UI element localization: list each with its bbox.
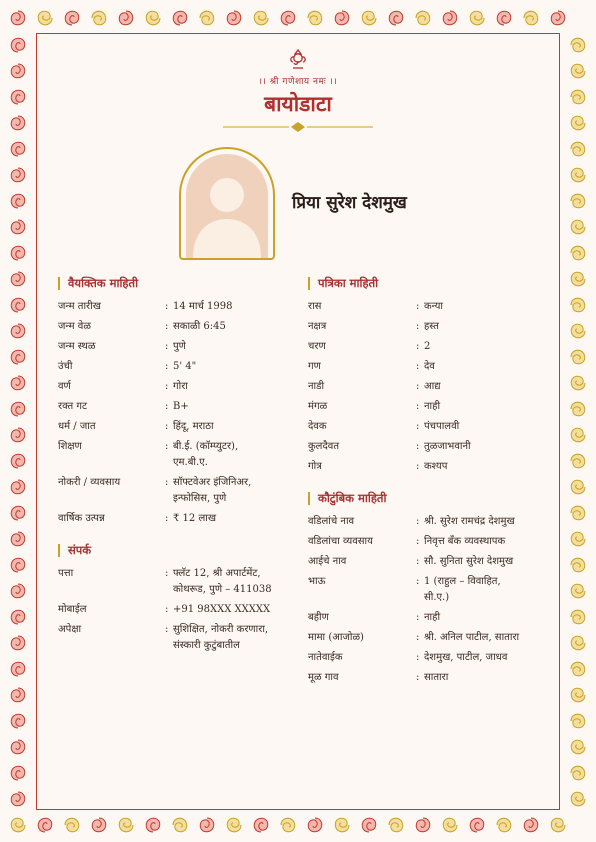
paisley-motif xyxy=(200,818,213,832)
ornamental-divider xyxy=(223,122,373,132)
field-value: पुणे xyxy=(173,341,186,352)
paisley-motif xyxy=(11,376,24,390)
field-value: 14 मार्च 1998 xyxy=(173,301,233,312)
field-separator: : xyxy=(416,576,420,587)
field-value: सातारा xyxy=(424,672,449,683)
paisley-motif xyxy=(38,11,52,24)
field-value: पंचपालवी xyxy=(424,421,460,432)
field-label: चरण xyxy=(308,341,326,352)
paisley-motif xyxy=(335,11,348,25)
field-value: 1 (राहुल – विवाहित, xyxy=(424,576,501,587)
field-label: वर्ण xyxy=(58,381,71,392)
paisley-motif xyxy=(227,11,240,25)
field-label: मंगळ xyxy=(308,401,328,412)
field-separator: : xyxy=(165,604,169,615)
paisley-motif xyxy=(65,11,78,25)
field-value: गोरा xyxy=(173,381,188,392)
paisley-motif xyxy=(11,766,24,780)
field-label: रक्त गट xyxy=(58,401,87,412)
field-value: कन्या xyxy=(424,301,444,312)
paisley-motif xyxy=(11,142,24,156)
paisley-motif xyxy=(571,506,585,519)
paisley-motif xyxy=(254,11,268,24)
paisley-motif xyxy=(416,11,430,24)
field-label: आईचे नाव xyxy=(308,556,347,567)
paisley-motif xyxy=(11,740,24,754)
paisley-motif xyxy=(173,818,187,831)
paisley-motif xyxy=(11,272,24,286)
field-separator: : xyxy=(165,381,169,392)
field-label: वडिलांचे नाव xyxy=(308,516,355,527)
field-label: मूळ गाव xyxy=(308,672,339,683)
paisley-motif xyxy=(119,818,133,831)
field-separator: : xyxy=(416,321,420,332)
paisley-motif xyxy=(11,168,24,182)
field-label: मामा (आजोळ) xyxy=(308,632,364,643)
paisley-motif xyxy=(11,480,24,494)
field-value: हस्त xyxy=(424,321,439,332)
field-label: जन्म स्थळ xyxy=(58,341,96,352)
paisley-motif xyxy=(11,688,24,702)
paisley-motif xyxy=(571,610,585,623)
field-value: श्री. अनिल पाटील, सातारा xyxy=(424,632,520,643)
field-value: देव xyxy=(424,361,435,372)
field-separator: : xyxy=(416,652,420,663)
paisley-motif xyxy=(38,818,51,832)
field-value: 5' 4" xyxy=(173,361,197,372)
profile-name: प्रिया सुरेश देशमुख xyxy=(292,193,407,213)
field-separator: : xyxy=(416,461,420,472)
field-label: कुलदैवत xyxy=(308,441,340,452)
ganesha-icon xyxy=(287,48,309,70)
field-separator: : xyxy=(416,381,420,392)
invocation-text: ।। श्री गणेशाय नमः ।। xyxy=(258,77,338,87)
field-label: शिक्षण xyxy=(58,441,82,452)
paisley-motif xyxy=(11,532,24,546)
field-separator: : xyxy=(165,513,169,524)
paisley-motif xyxy=(11,428,24,442)
paisley-motif xyxy=(281,818,295,831)
paisley-motif xyxy=(571,246,585,259)
field-label: मोबाईल xyxy=(58,604,87,615)
field-value: फ्लॅट 12, श्री अपार्टमेंट, xyxy=(173,568,261,579)
paisley-motif xyxy=(308,818,321,832)
paisley-motif xyxy=(65,818,79,831)
field-value: बी.ई. (कॉम्प्युटर), xyxy=(173,441,239,452)
paisley-motif xyxy=(571,688,585,701)
paisley-motif xyxy=(571,168,585,181)
paisley-motif xyxy=(571,766,585,779)
section-title-personal: वैयक्तिक माहिती xyxy=(58,277,138,290)
paisley-motif xyxy=(11,220,24,234)
paisley-motif xyxy=(497,11,510,25)
field-label: अपेक्षा xyxy=(58,624,82,635)
field-separator: : xyxy=(165,477,169,488)
field-value: सॉफ्टवेअर इंजिनिअर, xyxy=(173,477,252,488)
paisley-motif xyxy=(92,11,106,24)
paisley-motif xyxy=(571,662,585,675)
paisley-motif xyxy=(11,584,24,598)
field-separator: : xyxy=(165,624,169,635)
field-separator: : xyxy=(165,341,169,352)
paisley-motif xyxy=(470,11,484,24)
paisley-motif xyxy=(11,636,24,650)
field-separator: : xyxy=(165,441,169,452)
field-separator: : xyxy=(416,536,420,547)
paisley-motif xyxy=(308,11,322,24)
field-label: उंची xyxy=(58,361,73,372)
paisley-motif xyxy=(11,454,24,468)
paisley-motif xyxy=(11,792,24,806)
section-title-contact: संपर्क xyxy=(58,544,91,557)
paisley-motif xyxy=(571,792,585,805)
paisley-motif xyxy=(335,818,349,831)
field-label: नातेवाईक xyxy=(308,652,343,663)
field-separator: : xyxy=(416,421,420,432)
paisley-motif xyxy=(146,818,159,832)
field-value: संस्कारी कुटुंबातील xyxy=(173,640,240,651)
field-value: 2 xyxy=(424,341,431,352)
field-label: वार्षिक उत्पन्न xyxy=(58,513,105,524)
paisley-motif xyxy=(470,818,483,832)
paisley-motif xyxy=(571,428,585,441)
paisley-motif xyxy=(11,714,24,728)
paisley-motif xyxy=(571,350,585,363)
field-label: जन्म वेळ xyxy=(58,321,91,332)
field-separator: : xyxy=(416,556,420,567)
paisley-motif xyxy=(571,480,585,493)
field-value: नाही xyxy=(424,612,441,623)
paisley-motif xyxy=(146,11,160,24)
document-title: बायोडाटा xyxy=(264,91,332,116)
photo-placeholder xyxy=(179,147,275,260)
field-label: नक्षत्र xyxy=(308,321,327,332)
paisley-motif xyxy=(416,818,429,832)
field-separator: : xyxy=(165,301,169,312)
field-label: गोत्र xyxy=(308,461,322,472)
inner-frame xyxy=(36,33,560,810)
field-value: +91 98XXX XXXXX xyxy=(173,604,271,615)
paisley-motif xyxy=(11,194,24,208)
paisley-motif xyxy=(11,246,24,260)
field-separator: : xyxy=(165,401,169,412)
paisley-motif xyxy=(551,818,565,831)
field-separator: : xyxy=(165,361,169,372)
paisley-motif xyxy=(11,324,24,338)
field-separator: : xyxy=(416,401,420,412)
paisley-motif xyxy=(571,220,585,233)
field-label: नोकरी / व्यवसाय xyxy=(58,477,121,488)
field-separator: : xyxy=(416,516,420,527)
field-value: कोथरूड, पुणे – 411038 xyxy=(173,584,272,595)
paisley-motif xyxy=(254,818,267,832)
field-value: श्री. सुरेश रामचंद्र देशमुख xyxy=(424,516,515,527)
paisley-motif xyxy=(571,194,585,207)
field-label: गण xyxy=(308,361,321,372)
paisley-motif xyxy=(200,11,214,24)
paisley-motif xyxy=(571,376,585,389)
paisley-motif xyxy=(571,636,585,649)
paisley-motif xyxy=(571,324,585,337)
field-separator: : xyxy=(165,321,169,332)
field-separator: : xyxy=(416,341,420,352)
field-value: आद्य xyxy=(424,381,441,392)
field-label: धर्म / जात xyxy=(58,421,96,432)
paisley-motif xyxy=(571,142,585,155)
field-separator: : xyxy=(416,612,420,623)
field-separator: : xyxy=(416,301,420,312)
paisley-motif xyxy=(173,11,186,25)
field-value: एम.बी.ए. xyxy=(173,457,208,468)
paisley-motif xyxy=(119,11,132,25)
field-value: नाही xyxy=(424,401,441,412)
field-separator: : xyxy=(416,672,420,683)
paisley-motif xyxy=(362,11,376,24)
field-value: हिंदू, मराठा xyxy=(173,421,214,432)
field-value: सुशिक्षित, नोकरी करणारा, xyxy=(173,624,269,635)
field-value: सकाळी 6:45 xyxy=(173,321,226,332)
paisley-motif xyxy=(571,272,585,285)
field-label: भाऊ xyxy=(308,576,326,587)
paisley-motif xyxy=(281,11,294,25)
paisley-motif xyxy=(11,350,24,364)
paisley-motif xyxy=(571,298,585,311)
paisley-motif xyxy=(227,818,241,831)
paisley-motif xyxy=(362,818,375,832)
field-label: बहीण xyxy=(308,612,329,623)
paisley-motif xyxy=(389,11,402,25)
field-value: इन्फोसिस, पुणे xyxy=(173,493,227,504)
header xyxy=(0,48,596,132)
field-separator: : xyxy=(165,568,169,579)
paisley-motif xyxy=(11,402,24,416)
paisley-motif xyxy=(524,818,537,832)
field-value: B+ xyxy=(173,401,189,412)
paisley-motif xyxy=(551,11,564,25)
paisley-motif xyxy=(11,11,24,25)
paisley-motif xyxy=(443,818,457,831)
paisley-motif xyxy=(389,818,403,831)
field-separator: : xyxy=(165,421,169,432)
field-value: सौ. सुनिता सुरेश देशमुख xyxy=(424,556,514,567)
section-title-family: कौटुंबिक माहिती xyxy=(308,492,386,505)
field-label: देवक xyxy=(308,421,327,432)
field-value: निवृत्त बँक व्यवस्थापक xyxy=(424,536,506,547)
field-label: वडिलांचा व्यवसाय xyxy=(308,536,373,547)
field-label: रास xyxy=(308,301,322,312)
paisley-motif xyxy=(11,298,24,312)
field-value: तुळजाभवानी xyxy=(424,441,471,452)
field-label: नाडी xyxy=(308,381,325,392)
paisley-motif xyxy=(524,11,538,24)
paisley-motif xyxy=(571,454,585,467)
paisley-motif xyxy=(571,402,585,415)
paisley-motif xyxy=(11,506,24,520)
section-title-horoscope: पत्रिका माहिती xyxy=(308,277,378,290)
paisley-motif xyxy=(497,818,511,831)
paisley-motif xyxy=(571,584,585,597)
field-value: देशमुख, पाटील, जाधव xyxy=(424,652,508,663)
paisley-motif xyxy=(11,818,25,831)
field-separator: : xyxy=(416,361,420,372)
paisley-motif xyxy=(92,818,105,832)
field-value: सी.ए.) xyxy=(424,592,450,603)
paisley-motif xyxy=(571,740,585,753)
paisley-motif xyxy=(11,610,24,624)
field-separator: : xyxy=(416,441,420,452)
field-label: पत्ता xyxy=(58,568,74,579)
field-label: जन्म तारीख xyxy=(58,301,101,312)
paisley-motif xyxy=(443,11,456,25)
field-value: कश्यप xyxy=(424,461,448,472)
avatar-icon xyxy=(181,149,273,258)
paisley-motif xyxy=(571,532,585,545)
field-separator: : xyxy=(416,632,420,643)
paisley-motif xyxy=(571,714,585,727)
paisley-motif xyxy=(11,558,24,572)
field-value: ₹ 12 लाख xyxy=(173,513,216,524)
paisley-motif xyxy=(571,558,585,571)
paisley-motif xyxy=(11,662,24,676)
